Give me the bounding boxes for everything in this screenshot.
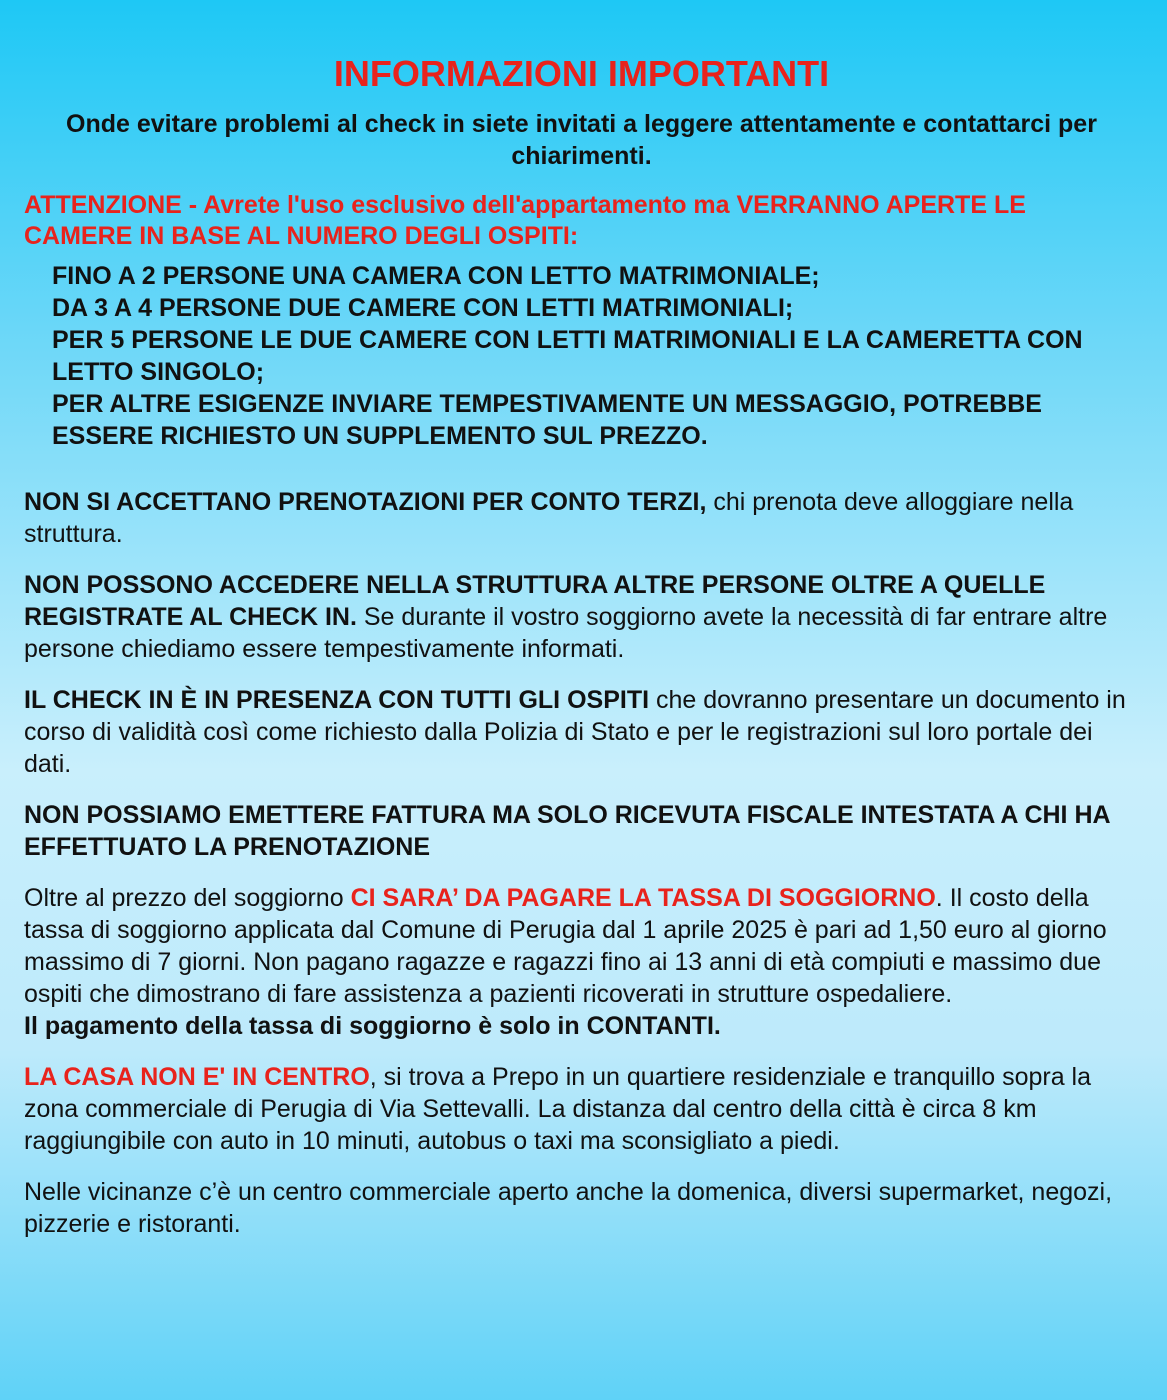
room-rule: FINO A 2 PERSONE UNA CAMERA CON LETTO MATRIMONIALE; [52, 262, 820, 290]
tourist-tax-red: CI SARA’ DA PAGARE LA TASSA DI SOGGIORNO [350, 884, 936, 912]
room-rule: PER ALTRE ESIGENZE INVIARE TEMPESTIVAMENTE UN MESSAGGIO, POTREBBE ESSERE RICHIESTO UN SUPPLEMENTO SUL PREZZO. [52, 390, 1042, 450]
room-rule: PER 5 PERSONE LE DUE CAMERE CON LETTI MATRIMONIALI E LA CAMERETTA CON LETTO SINGOLO; [52, 326, 1083, 386]
guest-access-bold: NON POSSONO ACCEDERE NELLA STRUTTURA ALTRE PERSONE OLTRE A QUELLE REGISTRATE AL CHECK IN. [24, 571, 1046, 631]
location-text: , si trova a Prepo in un quartiere residenziale e tranquillo sopra la zona commerciale di Perugia di Via Settevalli. La distanza dal centro della città è circa 8 km raggiungibile con auto in 10 minuti, autobus o taxi ma sconsigliato a piedi. [24, 1063, 1092, 1155]
tourist-tax-text: . Il costo della tassa di soggiorno applicata dal Comune di Perugia dal 1 aprile 2025 è pari ad 1,50 euro al giorno massimo di 7 giorni. Non pagano ragazze e ragazzi fino ai 13 anni di età compiuti e massimo due ospiti che dimostrano di fare assistenza a pazienti ricoverati in strutture ospedaliere. [24, 884, 1107, 1008]
tourist-tax-notice [24, 882, 1139, 1042]
intro-text: Onde evitare problemi al check in siete invitati a leggere attentamente e contattarci per chiarimenti. [66, 110, 1097, 170]
guest-access-notice [24, 569, 1139, 665]
location-red: LA CASA NON E' IN CENTRO [24, 1063, 370, 1091]
invoice-notice: NON POSSIAMO EMETTERE FATTURA MA SOLO RICEVUTA FISCALE INTESTATA A CHI HA EFFETTUATO LA PRENOTAZIONE [24, 801, 1110, 861]
page-title: INFORMAZIONI IMPORTANTI [333, 53, 830, 94]
third-party-booking-text: chi prenota deve alloggiare nella struttura. [24, 488, 1074, 548]
room-rule: DA 3 A 4 PERSONE DUE CAMERE CON LETTI MATRIMONIALI; [52, 294, 794, 322]
check-in-text: che dovranno presentare un documento in corso di validità così come richiesto dalla Polizia di Stato e per le registrazioni sul loro portale dei dati. [24, 686, 1126, 778]
room-rules-list [52, 260, 1139, 452]
tourist-tax-cash: Il pagamento della tassa di soggiorno è solo in CONTANTI. [24, 1012, 721, 1040]
attention-notice: ATTENZIONE - Avrete l'uso esclusivo dell'appartamento ma VERRANNO APERTE LE CAMERE IN BASE AL NUMERO DEGLI OSPITI: [24, 191, 1026, 250]
nearby-notice: Nelle vicinanze c’è un centro commerciale aperto anche la domenica, diversi supermarket, negozi, pizzerie e ristoranti. [24, 1178, 1113, 1238]
guest-access-text: Se durante il vostro soggiorno avete la necessità di far entrare altre persone chiediamo essere tempestivamente informati. [24, 603, 1108, 663]
third-party-booking-notice [24, 486, 1139, 550]
check-in-bold: IL CHECK IN È IN PRESENZA CON TUTTI GLI OSPITI [24, 686, 650, 714]
check-in-notice [24, 684, 1139, 780]
info-sheet [24, 52, 1139, 1259]
location-notice [24, 1061, 1139, 1157]
third-party-booking-bold: NON SI ACCETTANO PRENOTAZIONI PER CONTO TERZI, [24, 488, 707, 516]
tourist-tax-pre: Oltre al prezzo del soggiorno [24, 884, 351, 912]
